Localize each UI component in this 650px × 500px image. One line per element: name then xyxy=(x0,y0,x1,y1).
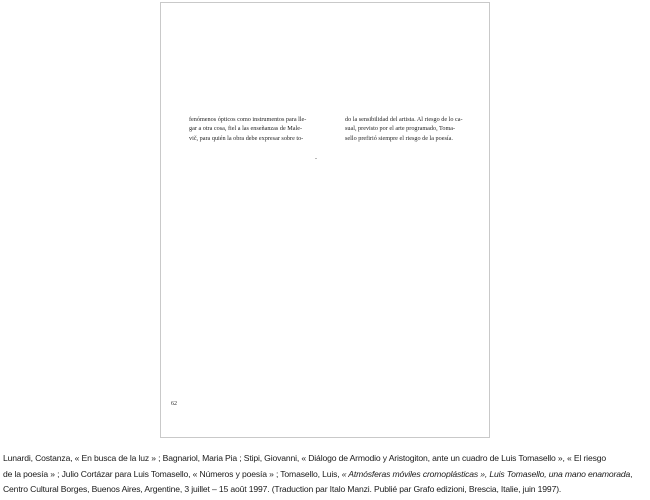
right-column-line: sual, previsto por el arte programado, Toma- xyxy=(345,125,456,133)
page-number: 62 xyxy=(171,401,177,407)
caption-italic-title: « Atmósferas móviles cromoplásticas », Luis Tomasello, una mano enamorada xyxy=(341,468,631,479)
left-column-line: fenómenos ópticos como instrumentos para lle- xyxy=(189,116,307,123)
caption-line-2-start: de la poesía » ; Julio Cortázar para Luis Tomasello, « Números y poesía » ; Tomasello, Luis, xyxy=(3,468,342,479)
scan-speck xyxy=(315,158,317,159)
right-column-line: do la sensibilidad del artista. Al riesgo de lo ca- xyxy=(345,116,463,123)
caption-line-2 xyxy=(3,467,649,483)
bibliographic-caption xyxy=(3,451,649,498)
scanned-book-page xyxy=(160,2,490,438)
left-text-column xyxy=(189,115,321,143)
left-column-line: gar a otra cosa, fiel a las enseñanzas de Male- xyxy=(189,125,303,133)
caption-line-3: Centro Cultural Borges, Buenos Aires, Argentine, 3 juillet – 15 août 1997. (Traduction par Italo Manzi. Publié par Grafo edizioni, Brescia, Italie, juin 1997). xyxy=(3,484,562,494)
caption-line-2-end: , xyxy=(630,468,633,479)
left-column-line: vič, para quién la obra debe expresar sobre to- xyxy=(189,134,304,142)
right-text-column xyxy=(345,115,477,143)
right-column-line: sello prefirió siempre el riesgo de la poesía. xyxy=(345,134,453,142)
caption-line-1: Lunardi, Costanza, « En busca de la luz » ; Bagnariol, Maria Pia ; Stipi, Giovanni, « Diálogo de Armodio y Aristogiton, ante un cuadro de Luis Tomasello », « El riesgo xyxy=(3,453,606,463)
